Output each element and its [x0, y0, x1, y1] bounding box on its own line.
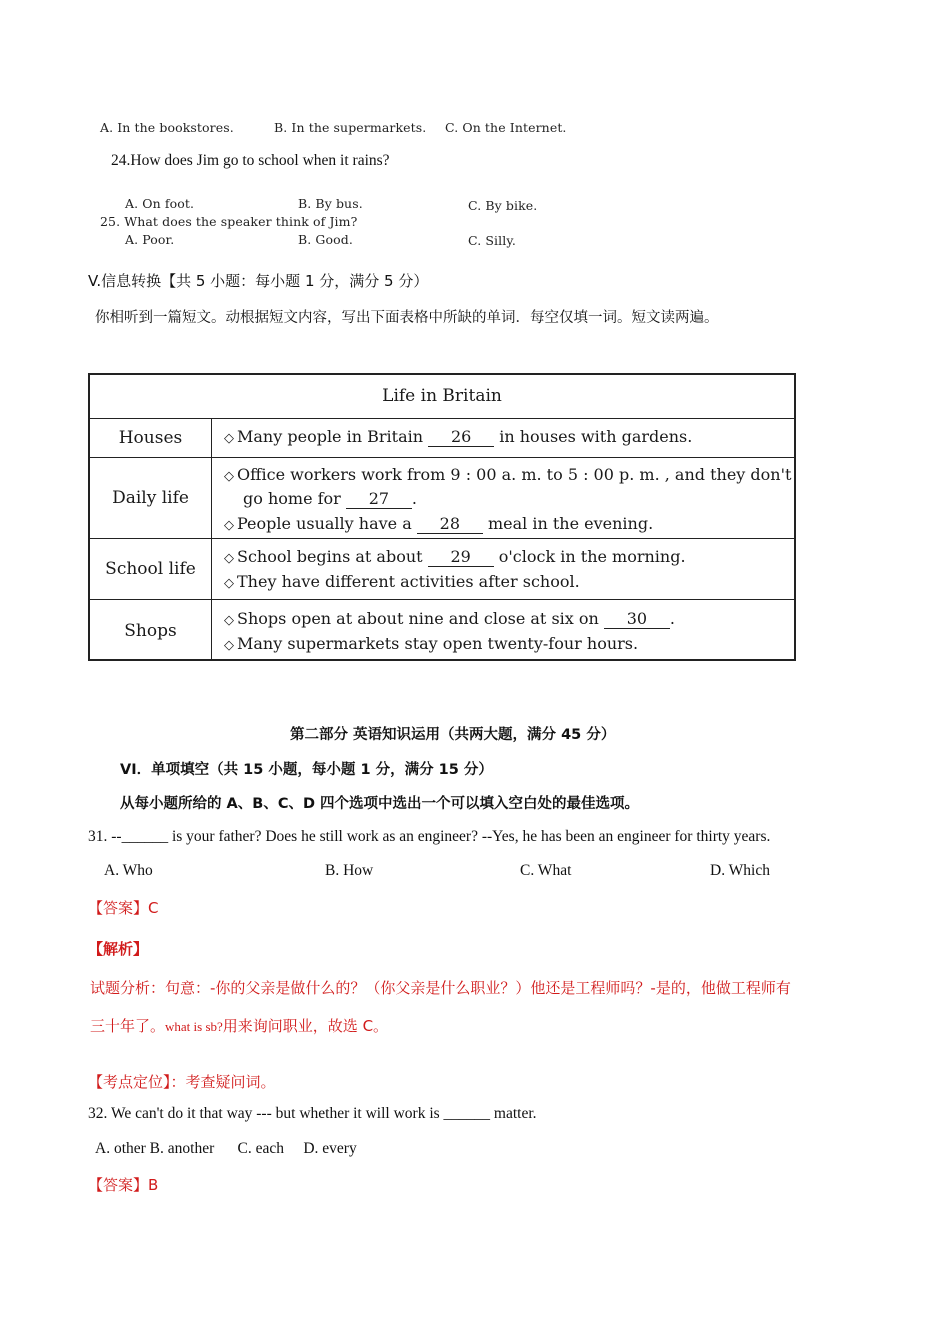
q24-option-a: A. On foot. [125, 196, 195, 211]
q24-question: 24.How does Jim go to school when it rains? [111, 152, 390, 169]
table-line: go home for 27 . [243, 489, 418, 508]
blank-27: 27 [346, 490, 412, 509]
row-category: School life [90, 539, 212, 599]
q25-question: 25. What does the speaker think of Jim? [100, 214, 358, 229]
q23-option-b: B. In the supermarkets. [274, 120, 427, 135]
diamond-icon: ◇ [224, 431, 234, 446]
q31-point: 【考点定位】：考查疑问词。 [88, 1073, 276, 1091]
q31-analysis-line1: 试题分析：句意：-你的父亲是做什么的？（你父亲是什么职业？）他还是工程师吗？-是的，他做工程师有 [90, 979, 791, 997]
table-line: ◇ Many people in Britain 26 in houses with gardens. [224, 427, 693, 446]
q31-answer: 【答案】C [88, 899, 159, 917]
section6-heading: VI．单项填空（共 15 小题，每小题 1 分，满分 15 分） [120, 762, 493, 778]
row-category: Houses [90, 418, 212, 457]
q25-option-a: A. Poor. [125, 232, 175, 247]
q25-option-c: C. Silly. [468, 233, 516, 248]
table-title: Life in Britain [90, 375, 794, 419]
q24-option-b: B. By bus. [298, 196, 363, 211]
q23-option-c: C. On the Internet. [445, 120, 567, 135]
section6-instruction: 从每小题所给的 A、B、C、D 四个选项中选出一个可以填入空白处的最佳选项。 [120, 796, 640, 812]
q31-option-d: D. Which [710, 862, 770, 879]
blank-30: 30 [604, 610, 670, 629]
diamond-icon: ◇ [224, 518, 234, 533]
diamond-icon: ◇ [224, 469, 234, 484]
blank-26: 26 [428, 428, 494, 447]
q31-option-b: B. How [325, 862, 374, 879]
table-line: ◇ Shops open at about nine and close at six on 30 . [224, 609, 676, 628]
q31-analysis-label: 【解析】 [88, 940, 149, 958]
table-line: ◇ School begins at about 29 o'clock in the morning. [224, 547, 686, 566]
table-line: ◇ Office workers work from 9 : 00 a. m. to 5 : 00 p. m. , and they don't [224, 465, 792, 484]
diamond-icon: ◇ [224, 576, 234, 591]
row-category: Daily life [90, 458, 212, 538]
diamond-icon: ◇ [224, 551, 234, 566]
q25-option-b: B. Good. [298, 232, 353, 247]
table-line: ◇ They have different activities after school. [224, 572, 580, 591]
q24-option-c: C. By bike. [468, 198, 538, 213]
part2-heading: 第二部分 英语知识运用（共两大题，满分 45 分） [290, 727, 616, 743]
table-row-daily-life [90, 458, 794, 539]
life-in-britain-table [88, 373, 796, 661]
table-row-shops [90, 600, 794, 661]
diamond-icon: ◇ [224, 638, 234, 653]
row-category: Shops [90, 600, 212, 661]
q31-analysis-line2: 三十年了。what is sb?用来询问职业，故选 C。 [90, 1017, 389, 1035]
diamond-icon: ◇ [224, 613, 234, 628]
table-row-houses [90, 418, 794, 458]
q32-answer: 【答案】B [88, 1176, 159, 1194]
q31-option-a: A. Who [104, 862, 153, 879]
blank-28: 28 [417, 515, 483, 534]
table-line: ◇ People usually have a 28 meal in the evening. [224, 514, 654, 533]
q32-options: A. other B. another C. each D. every [95, 1140, 357, 1157]
q31-question: 31. --______ is your father? Does he still work as an engineer? --Yes, he has been an engineer for thirty years. [88, 828, 771, 845]
section5-instruction: 你相听到一篇短文。动根据短文内容，写出下面表格中所缺的单词．每空仅填一词。短文读两遍。 [95, 310, 719, 326]
q31-option-c: C. What [520, 862, 572, 879]
blank-29: 29 [428, 548, 494, 567]
q32-question: 32. We can't do it that way --- but whether it will work is ______ matter. [88, 1105, 537, 1122]
table-line: ◇ Many supermarkets stay open twenty-four hours. [224, 634, 639, 653]
section5-heading: V.信息转换【共 5 小题：每小题 1 分，满分 5 分） [88, 272, 429, 290]
q23-option-a: A. In the bookstores. [100, 120, 234, 135]
table-row-school-life [90, 539, 794, 600]
